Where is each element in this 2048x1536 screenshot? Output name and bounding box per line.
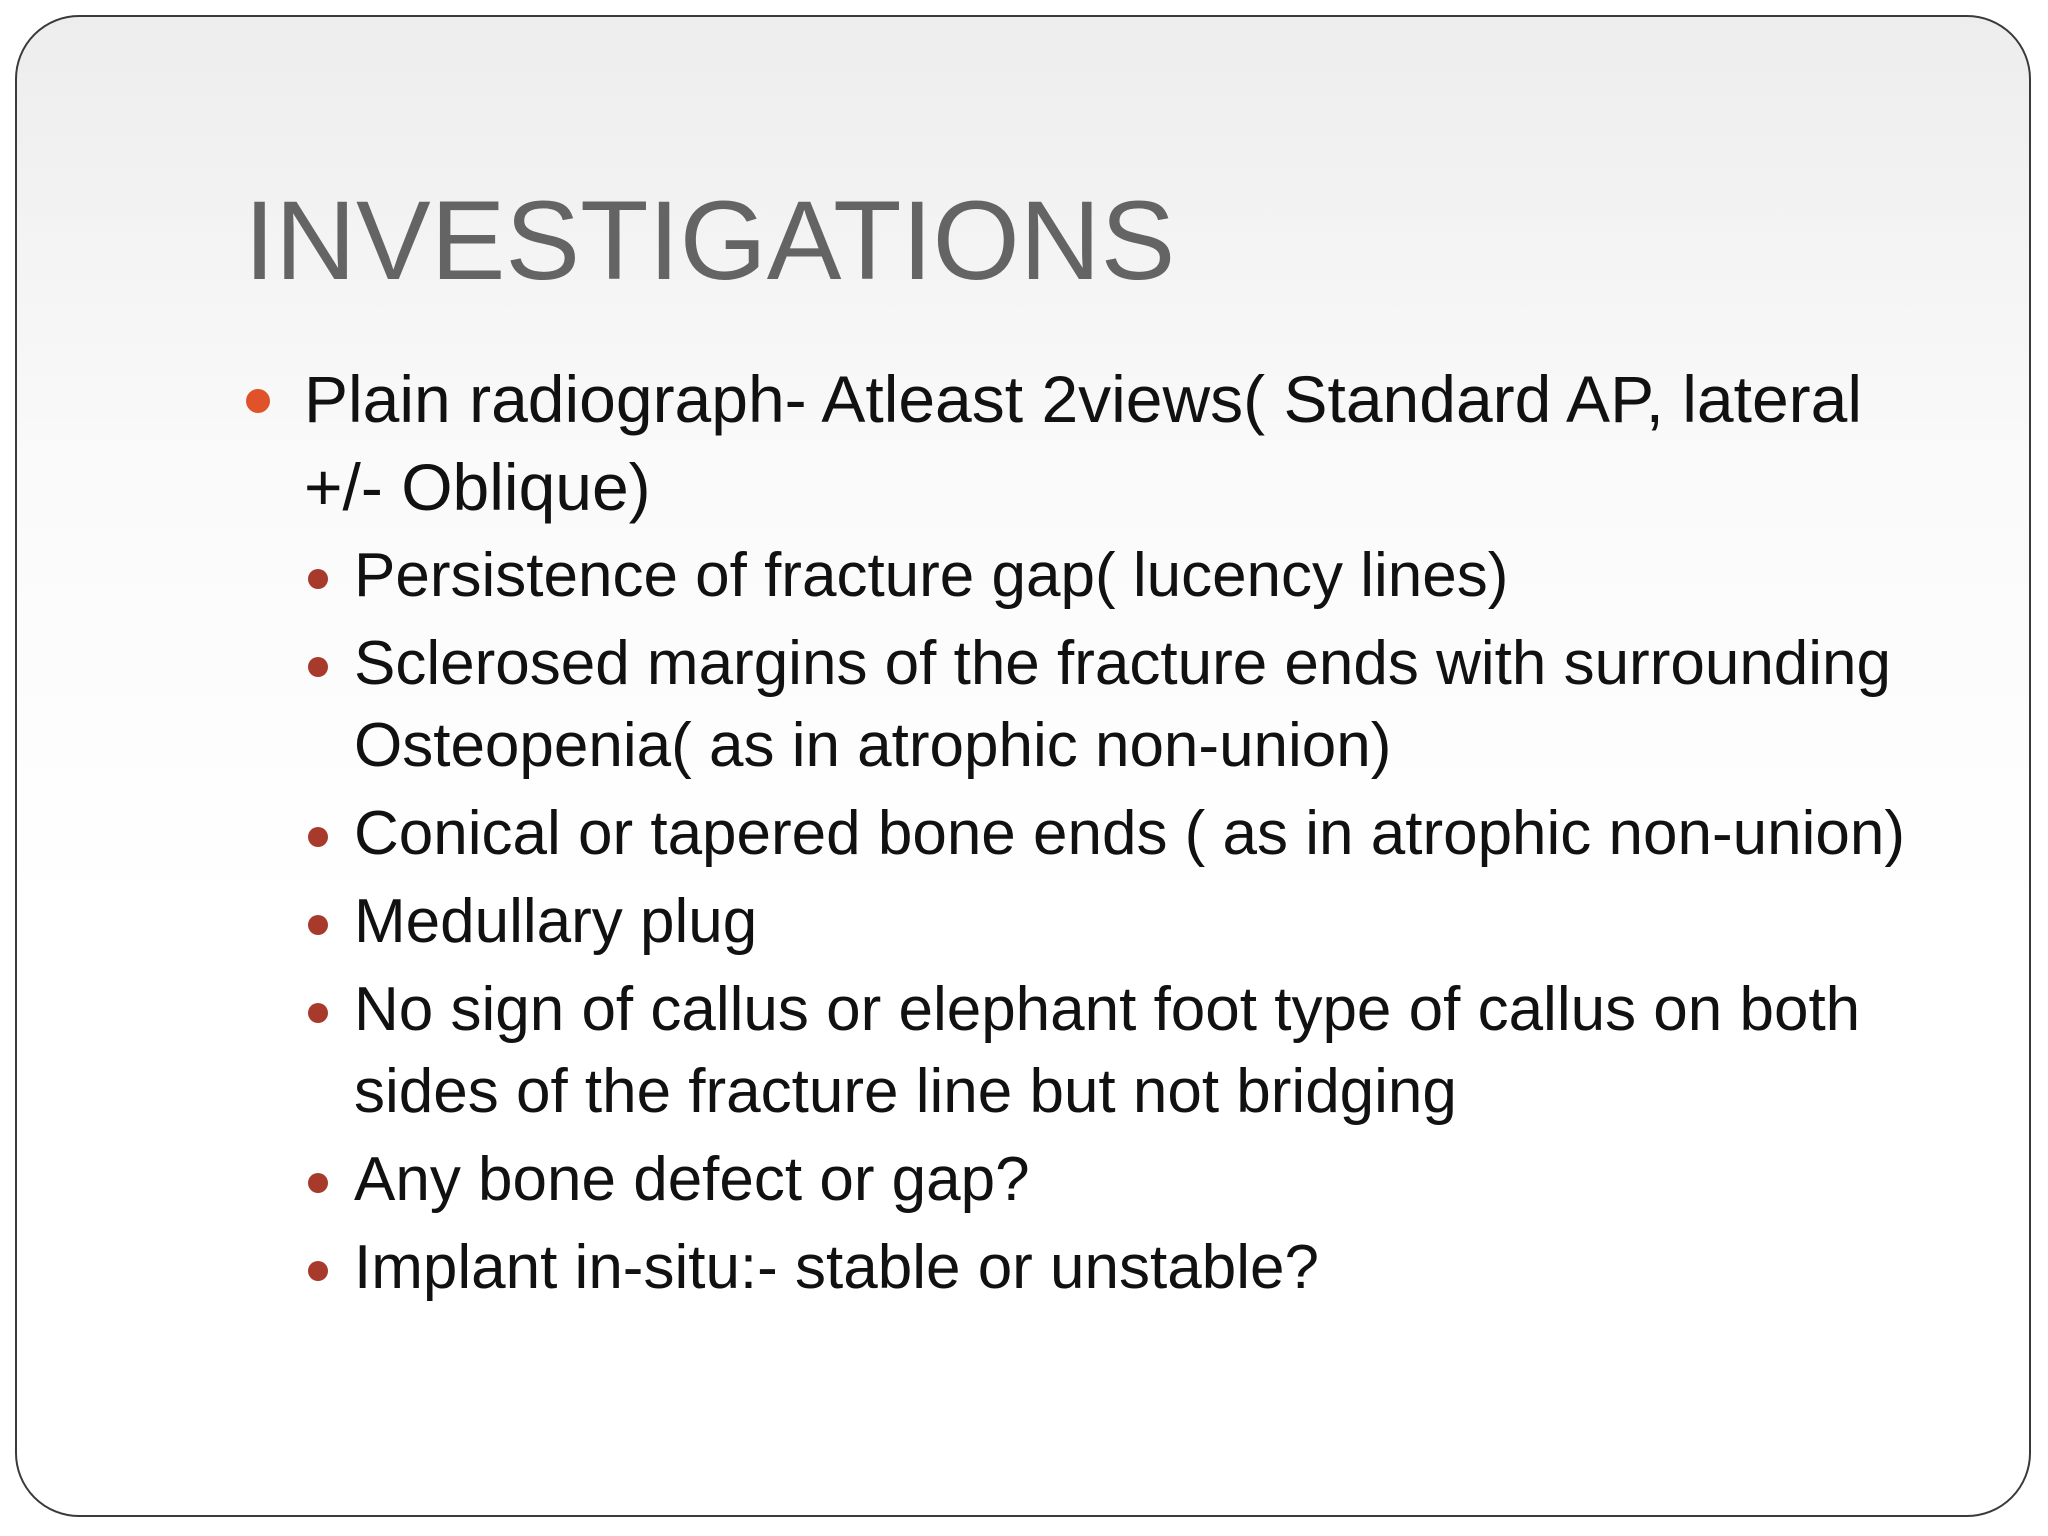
sub-bullet-item (304, 793, 1924, 875)
sub-bullet-dot-icon (308, 827, 328, 847)
sub-bullet-item (304, 623, 1924, 787)
bullet-dot-icon (246, 389, 270, 413)
sub-bullet-dot-icon (308, 657, 328, 677)
sub-bullet-text: Medullary plug (354, 887, 758, 956)
sub-bullet-text: Persistence of fracture gap( lucency lines) (354, 541, 1509, 610)
sub-bullet-item (304, 535, 1924, 617)
sub-bullet-item (304, 1227, 1924, 1309)
slide-title: INVESTIGATIONS (244, 178, 1176, 303)
sub-bullet-text: Implant in-situ:- stable or unstable? (354, 1233, 1319, 1302)
slide (15, 15, 2031, 1517)
slide-body (244, 355, 1924, 1315)
sub-bullet-dot-icon (308, 915, 328, 935)
bullet-text: Plain radiograph- Atleast 2views( Standard AP, lateral +/- Oblique) (304, 362, 1863, 524)
sub-bullet-text: No sign of callus or elephant foot type of callus on both sides of the fracture line but not bridging (354, 975, 1861, 1126)
sub-bullet-dot-icon (308, 1003, 328, 1023)
sub-bullet-item (304, 1139, 1924, 1221)
sub-bullet-list (244, 535, 1924, 1309)
sub-bullet-item (304, 969, 1924, 1133)
bullet-plain-radiograph (244, 355, 1924, 531)
sub-bullet-dot-icon (308, 1261, 328, 1281)
sub-bullet-item (304, 881, 1924, 963)
sub-bullet-text: Sclerosed margins of the fracture ends with surrounding Osteopenia( as in atrophic non-union) (354, 629, 1892, 780)
sub-bullet-text: Conical or tapered bone ends ( as in atrophic non-union) (354, 799, 1905, 868)
sub-bullet-text: Any bone defect or gap? (354, 1145, 1030, 1214)
sub-bullet-dot-icon (308, 569, 328, 589)
sub-bullet-dot-icon (308, 1173, 328, 1193)
